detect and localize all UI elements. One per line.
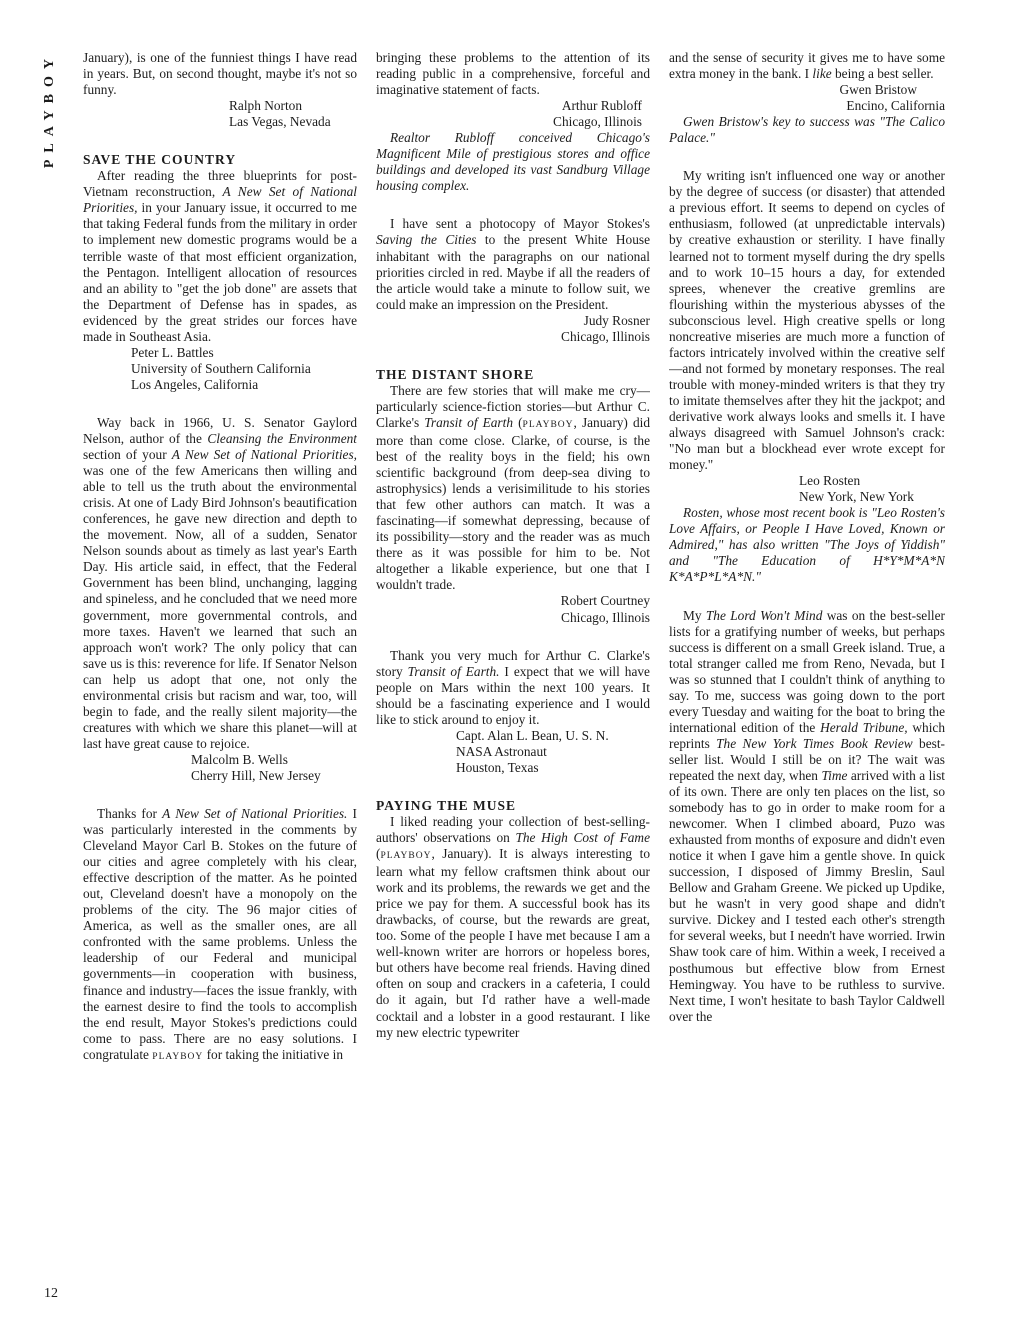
paragraph: My The Lord Won't Mind was on the best-seller lists for a gratifying number of weeks, but perhaps success is different on a small Greek island. True, a total stranger called me from Reno, Nevada, but I was so stunned that I couldn't think of anything to say. To me, success was going down to the port every Tuesday and waiting for the boat to bring the international edition of the Herald Tribune, which reprints The New York Times Book Review best-seller list. Would I still be on it? The wait was repeated the next day, when Time arrived with a list of its own. There are only ten places on the list, so somebody has to go in order to make room for a newcomer. When I climbed aboard, Puzo was exhausted from months of exposure and didn't even notice it when I gave him a gentle shove. In quick succession, I disposed of Jimmy Breslin, Saul Bellow and Graham Greene. We picked up Updike, but he wasn't in very good shape and didn't survive. Dickey and I tested each other's strength for several weeks, but I needn't have worried. Irwin Shaw took care of him. Within a week, I received a posthumous but effective blow from Ernest Hemingway. You have to be ruthless to survive. Next time, I won't hesitate to bash Taylor Caldwell over the: [669, 607, 945, 1024]
column-2: [376, 50, 650, 1300]
masthead: PLAYBOY: [42, 52, 57, 169]
signature-place: Chicago, Illinois: [561, 609, 650, 625]
paragraph: Thank you very much for Arthur C. Clarke's story Transit of Earth. I expect that we will have people on Mars within the next 100 years. It should be a fascinating experience and I would like to stick around to enjoy it.: [376, 647, 650, 727]
signature-name: Robert Courtney: [560, 593, 650, 609]
signature: [376, 728, 650, 776]
signature-place: Chicago, Illinois: [553, 114, 642, 130]
paragraph: My writing isn't influenced one way or another by the degree of success (or disaster) that attended a previous effort. It seems to depend on cycles of enthusiasm, followed (at unpredictable intervals) by creative exhaustion or sterility. I have finally learned not to torment myself during the dry spells and to work 10–15 hours a day, for extended sprees, whenever the creative gremlins are flourishing within the mysterious abysses of the subconscious level. High creative spells or long noncreative miseries are much more a function of factors intricately involved within the creative self—and not formed by monetary responses. The real trouble with money-minded writers is that they try to imitate themselves after they hit the jackpot; and derivative work always looks and smells it. I have always disagreed with Samuel Johnson's crack: "No man but a blockhead ever wrote except for money.": [669, 168, 945, 473]
signature-name: Leo Rosten: [799, 473, 861, 489]
section-heading: PAYING THE MUSE: [376, 797, 517, 813]
signature: [83, 345, 357, 393]
column-1: [83, 50, 357, 1300]
signature-place: Houston, Texas: [456, 759, 539, 775]
paragraph: and the sense of security it gives me to have some extra money in the bank. I like being a best seller.: [669, 50, 945, 82]
signature-place: Los Angeles, California: [131, 376, 259, 392]
signature-place: New York, New York: [799, 489, 914, 505]
editor-note: Realtor Rubloff conceived Chicago's Magnificent Mile of prestigious stores and office buildings and developed its vast Sandburg Village housing complex.: [376, 130, 650, 194]
signature-name: Capt. Alan L. Bean, U. S. N.: [456, 727, 609, 743]
signature-place: Encino, California: [846, 98, 945, 114]
signature-name: Peter L. Battles: [131, 344, 214, 360]
signature: [376, 98, 650, 130]
paragraph: Thanks for A New Set of National Priorities. I was particularly interested in the comments by Cleveland Mayor Carl B. Stokes on the future of our cities and agree completely with his clear, effective description of the matter. As he pointed out, Cleveland doesn't have a monopoly on the problems of the city. The 96 major cities of America, as well as the smaller ones, are all confronted with the same problems. Unless the leadership of our Federal and municipal governments—in cooperation with business, finance and industry—faces the issue frankly, with the earnest desire to find the tools to accomplish the end result, Mayor Stokes's predictions could come to pass. There are no easy solutions. I congratulate PLAYBOY for taking the initiative in: [83, 806, 357, 1062]
paragraph: I have sent a photocopy of Mayor Stokes's Saving the Cities to the present White House inhabitant with the paragraphs on our national priorities circled in red. Maybe if all the readers of the article would take a minute to follow suit, we could make an impression on the President.: [376, 216, 650, 312]
paragraph: There are few stories that will make me cry—particularly science-fiction stories—but Arthur C. Clarke's Transit of Earth (PLAYBOY, January) did more than come close. Clarke, of course, is the best of the reality boys in the field; his own scientific background (from deep-sea diving to astrophysics) lends a verisimilitude to his stories that few other authors can match. It was a fascinating—if somewhat depressing, because of its possibility—story and the reader was as much there as it was possible for him to be. Not altogether a likable experience, but one that I wouldn't trade.: [376, 382, 650, 593]
signature: [669, 473, 945, 505]
signature-name: Arthur Rubloff: [561, 98, 642, 114]
signature-place: University of Southern California: [131, 360, 311, 376]
paragraph: After reading the three blueprints for post-Vietnam reconstruction, A New Set of National Priorities, in your January issue, it occurred to me that taking Federal funds from the military in order to implement new domestic programs would be a terrible waste of that most efficient organization, the Pentagon. Intelligent allocation of resources and an ability to "get the job done" are assets that the Department of Defense has in spades, as evidenced by the great strides our forces have made in Southeast Asia.: [83, 168, 357, 344]
signature: [669, 82, 945, 114]
signature-place: Chicago, Illinois: [561, 328, 650, 344]
signature-title: NASA Astronaut: [456, 743, 547, 759]
paragraph: January), is one of the funniest things I have read in years. But, on second thought, maybe it's not so funny.: [83, 50, 357, 98]
signature: [376, 313, 650, 345]
signature-name: Ralph Norton: [229, 98, 303, 114]
section-heading: SAVE THE COUNTRY: [83, 152, 237, 168]
page-number: 12: [44, 1286, 58, 1301]
signature: [83, 98, 357, 130]
column-3: [669, 50, 945, 1300]
signature-name: Gwen Bristow: [839, 82, 917, 98]
signature: [83, 752, 357, 784]
paragraph: I liked reading your collection of best-selling-authors' observations on The High Cost of Fame (PLAYBOY, January). It is always interesting to learn what my fellow craftsmen think about our work and its problems, the rewards we get and the price we pay for them. A successful book has its drawbacks, of course, but the rewards are great, too. Some of the people I have met because I am a well-known writer are horrors or hopeless bores, but others have become real friends. Having dined often on soup and crackers in a cafeteria, I could do it again, but I'd rather have a well-made cocktail and a lobster in a good restaurant. I like my new electric typewriter: [376, 813, 650, 1040]
signature: [376, 593, 650, 625]
editor-note: Gwen Bristow's key to success was "The Calico Palace.": [669, 114, 945, 146]
signature-name: Malcolm B. Wells: [191, 751, 288, 767]
paragraph: bringing these problems to the attention of its reading public in a comprehensive, forceful and imaginative statement of facts.: [376, 50, 650, 98]
signature-place: Las Vegas, Nevada: [229, 114, 331, 130]
editor-note: Rosten, whose most recent book is "Leo Rosten's Love Affairs, or People I Have Loved, Known or Admired," has also written "The Joys of Yiddish" and "The Education of H*Y*M*A*N K*A*P*L*A*N.": [669, 505, 945, 585]
section-heading: THE DISTANT SHORE: [376, 366, 535, 382]
paragraph: Way back in 1966, U. S. Senator Gaylord Nelson, author of the Cleansing the Environment section of your A New Set of National Priorities, was one of the few Americans then willing and able to tell us the truth about the environmental crisis. At one of Lady Bird Johnson's beautification conferences, he gave new direction and depth to the movement. Now, all of a sudden, Senator Nelson sounds about as timely as last year's Earth Day. His article said, in effect, that the Federal Government has been blind, unchanging, lagging and spineless, and he concluded that we need more government, more governmental controls, and more taxes. Haven't we learned that such an approach won't work? The only policy that can save us is this: reverence for life. If Senator Nelson can help us adopt that one, not only the environmental crisis but racism and war, too, will begin to fade, and the really silent majority—the creatures with which we share this planet—will at last have great cause to rejoice.: [83, 414, 357, 751]
signature-place: Cherry Hill, New Jersey: [191, 767, 321, 783]
signature-name: Judy Rosner: [583, 312, 650, 328]
